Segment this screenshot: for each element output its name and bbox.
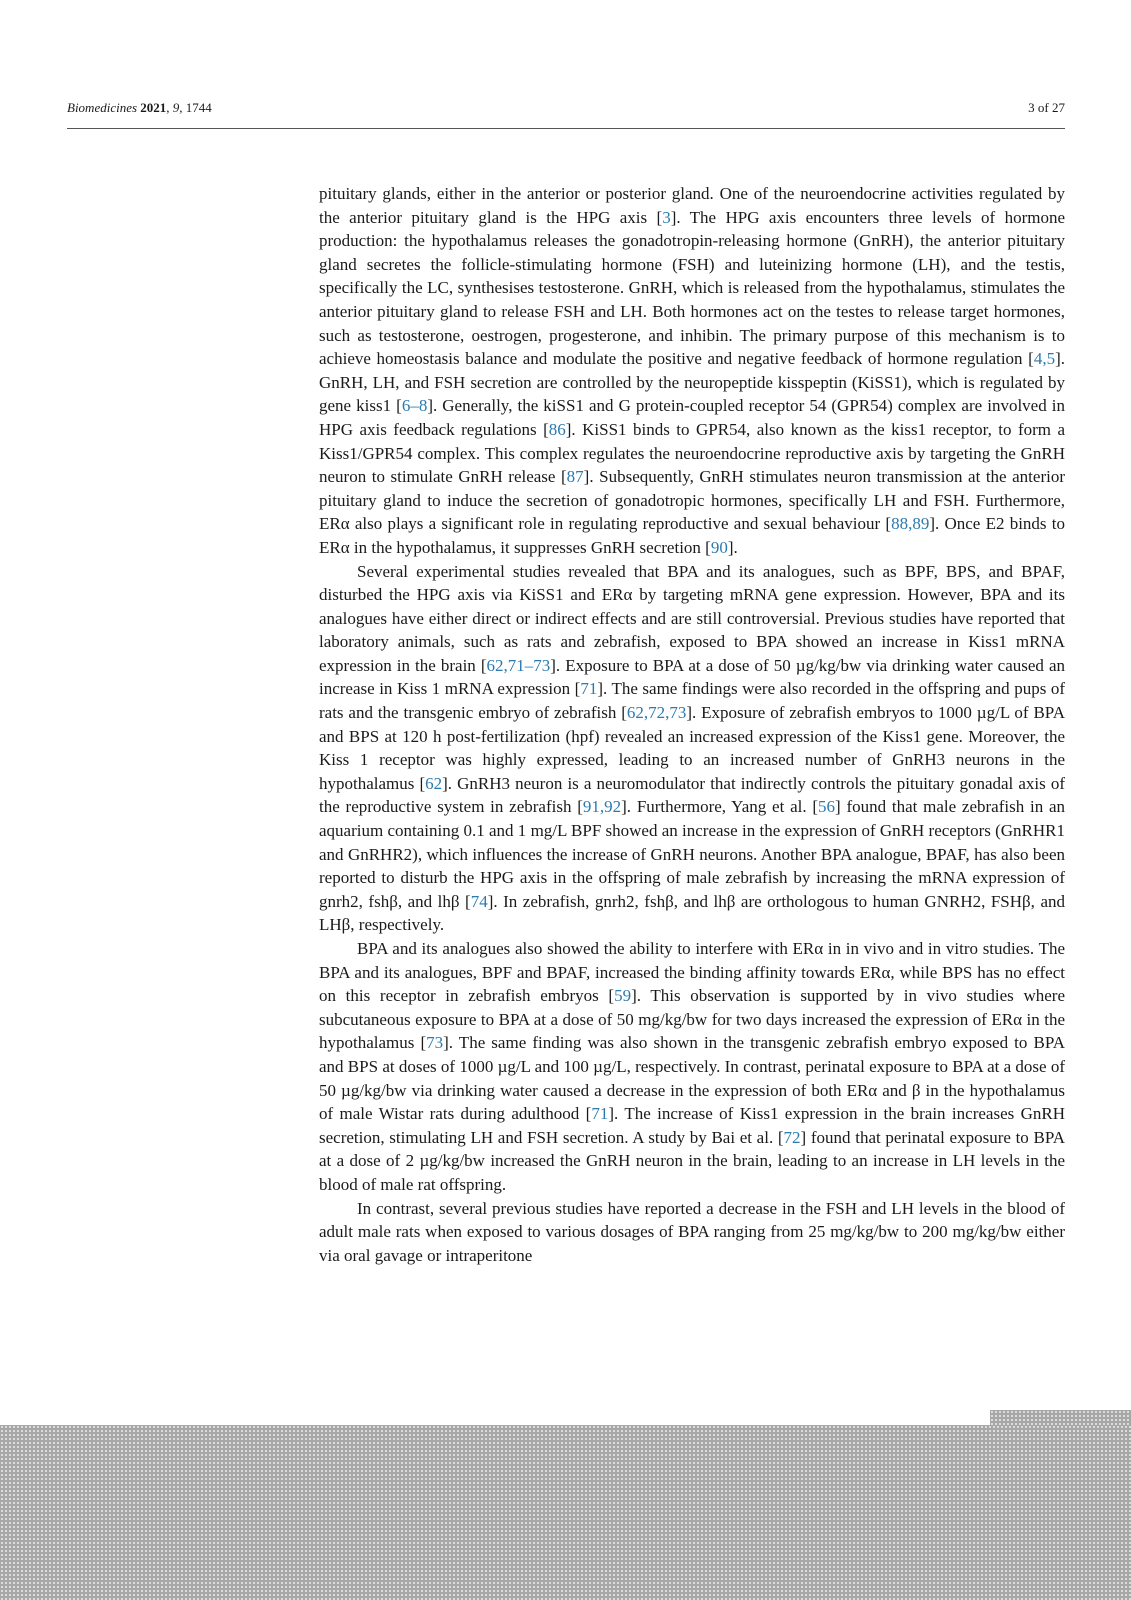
paragraph-text: ]. Generally, the kiSS1 and G protein-coupled receptor 54 (GPR54) complex are involved in HPG axis feedback regulations [	[319, 396, 1065, 439]
paragraph-text: pituitary glands, either in the anterior or posterior gland. One of the neuroendocrine activities regulated by the anterior pituitary gland is the HPG axis [	[319, 184, 1065, 227]
paragraph-text: ]. The same findings were also recorded in the offspring and pups of rats and the transgenic embryo of zebrafish [	[319, 679, 1065, 723]
paragraph-text: ]. In zebrafish, gnrh2, fshβ, and lhβ are orthologous to human GNRH2, FSHβ, and LHβ, respectively.	[319, 891, 1065, 935]
body-paragraph	[319, 937, 1065, 1197]
journal-volume: 9	[172, 100, 180, 115]
paragraph-text: ]. KiSS1 binds to GPR54, also known as the kiss1 receptor, to form a Kiss1/GPR54 complex. This complex regulates the neuroendocrine reproductive axis by targeting the GnRH neuron to stimulate GnRH release [	[319, 419, 1065, 487]
citation-link[interactable]: 91,92	[582, 797, 622, 817]
paragraph-text: ]. The increase of Kiss1 expression in the brain increases GnRH secretion, stimulating LH and FSH secretion. A study by Bai et al. [	[319, 1104, 1065, 1147]
paragraph-text: ]. Exposure to BPA at a dose of 50 µg/kg/bw via drinking water caused an increase in Kiss 1 mRNA expression [	[319, 655, 1065, 699]
citation-link[interactable]: 56	[818, 797, 836, 817]
paragraph-text: BPA and its analogues also showed the ability to interfere with ERα in in vivo and in vitro studies. The BPA and its analogues, BPF and BPAF, increased the binding affinity towards ERα, while BPS has no effect on this receptor in zebrafish embryos [	[319, 939, 1065, 1006]
paragraph-text: ]. The same finding was also shown in the transgenic zebrafish embryo exposed to BPA and BPS at doses of 1000 µg/L and 100 µg/L, respectively. In contrast, perinatal exposure to BPA at a dose of 50 µg/kg/bw via drinking water caused a decrease in the expression of both ERα and β in the hypothalamus of male Wistar rats during adulthood [	[319, 1033, 1065, 1124]
paragraph-text: ]. The HPG axis encounters three levels of hormone production: the hypothalamus releases the gonadotropin-releasing hormone (GnRH), the anterior pituitary gland secretes the follicle-stimulating hormone (FSH) and luteinizing hormone (LH), and the testis, specifically the LC, synthesises testosterone. GnRH, which is released from the hypothalamus, stimulates the anterior pituitary gland to release FSH and LH. Both hormones act on the testes to release target hormones, such as testosterone, oestrogen, progesterone, and inhibin. The primary purpose of this mechanism is to achieve homeostasis balance and modulate the positive and negative feedback of hormone regulation [	[319, 207, 1065, 369]
paragraph-text: ]. Once E2 binds to ERα in the hypothalamus, it suppresses GnRH secretion [	[319, 514, 1065, 557]
citation-link[interactable]: 62,71–73	[486, 655, 551, 675]
citation-link[interactable]: 87	[566, 467, 584, 487]
scan-occlusion	[0, 1425, 1131, 1600]
citation-link[interactable]: 72	[783, 1127, 801, 1147]
citation-link[interactable]: 73	[426, 1033, 444, 1053]
paragraph-text: ]. Subsequently, GnRH stimulates neuron transmission at the anterior pituitary gland to induce the secretion of gonadotropic hormones, specifically LH and FSH. Furthermore, ERα also plays a significant role in regulating reproductive and sexual behaviour [	[319, 467, 1065, 534]
body-paragraph	[319, 1197, 1065, 1268]
page-number: 3 of 27	[1028, 100, 1065, 115]
citation-link[interactable]: 4,5	[1033, 349, 1056, 369]
journal-year: 2021	[140, 100, 167, 115]
citation-link[interactable]: 59	[614, 986, 632, 1006]
body-paragraph	[319, 560, 1065, 938]
paragraph-text: ]. GnRH, LH, and FSH secretion are controlled by the neuropeptide kisspeptin (KiSS1), which is regulated by gene kiss1 [	[319, 349, 1065, 416]
paragraph-text: ]. This observation is supported by in vivo studies where subcutaneous exposure to BPA at a dose of 50 mg/kg/bw for two days increased the expression of ERα in the hypothalamus [	[319, 986, 1065, 1053]
citation-link[interactable]: 6–8	[401, 396, 428, 416]
paragraph-text: ]. Furthermore, Yang et al. [	[621, 797, 819, 817]
article-body	[319, 182, 1065, 1267]
citation-link[interactable]: 88,89	[891, 514, 930, 534]
scan-occlusion-edge	[990, 1410, 1131, 1426]
citation-link[interactable]: 3	[662, 207, 671, 227]
paragraph-text: Several experimental studies revealed that BPA and its analogues, such as BPF, BPS, and BPAF, disturbed the HPG axis via KiSS1 and ERα by targeting mRNA gene expression. However, BPA and its analogues have either direct or indirect effects and are still controversial. Previous studies have reported that laboratory animals, such as rats and zebrafish, exposed to BPA showed an increase in Kiss1 mRNA expression in the brain [	[319, 561, 1065, 675]
citation-link[interactable]: 86	[548, 419, 566, 439]
page-header	[67, 99, 1065, 129]
paragraph-text: ]. GnRH3 neuron is a neuromodulator that indirectly controls the pituitary gonadal axis of the reproductive system in zebrafish [	[319, 773, 1065, 817]
journal-citation: Biomedicines 2021, 9, 1744	[67, 100, 212, 115]
paragraph-text: ] found that perinatal exposure to BPA at a dose of 2 µg/kg/bw increased the GnRH neuron in the brain, leading to an increase in LH levels in the blood of male rat offspring.	[319, 1127, 1065, 1194]
journal-name: Biomedicines	[67, 100, 138, 115]
citation-link[interactable]: 62,72,73	[626, 703, 687, 723]
paragraph-text: ]. Exposure of zebrafish embryos to 1000 µg/L of BPA and BPS at 120 h post-fertilization (hpf) revealed an increased expression of the Kiss1 gene. Moreover, the Kiss 1 receptor was highly expressed, leading to an increased number of GnRH3 neurons in the hypothalamus [	[319, 703, 1065, 793]
paragraph-text: ].	[727, 537, 738, 557]
citation-link[interactable]: 71	[591, 1104, 609, 1124]
body-paragraph	[319, 182, 1065, 560]
article-number: 1744	[185, 100, 212, 115]
citation-link[interactable]: 62	[425, 773, 443, 793]
citation-link[interactable]: 74	[470, 891, 488, 911]
paragraph-text: In contrast, several previous studies have reported a decrease in the FSH and LH levels in the blood of adult male rats when exposed to various dosages of BPA ranging from 25 mg/kg/bw to 200 mg/kg/bw either via oral gavage or intraperitone	[319, 1198, 1065, 1265]
citation-link[interactable]: 71	[580, 679, 598, 699]
citation-link[interactable]: 90	[710, 537, 728, 557]
paragraph-text: ] found that male zebrafish in an aquarium containing 0.1 and 1 mg/L BPF showed an increase in the expression of GnRH receptors (GnRHR1 and GnRHR2), which influences the increase of GnRH neurons. Another BPA analogue, BPAF, has also been reported to disturb the HPG axis in the offspring of male zebrafish by increasing the mRNA expression of gnrh2, fshβ, and lhβ [	[319, 797, 1066, 911]
